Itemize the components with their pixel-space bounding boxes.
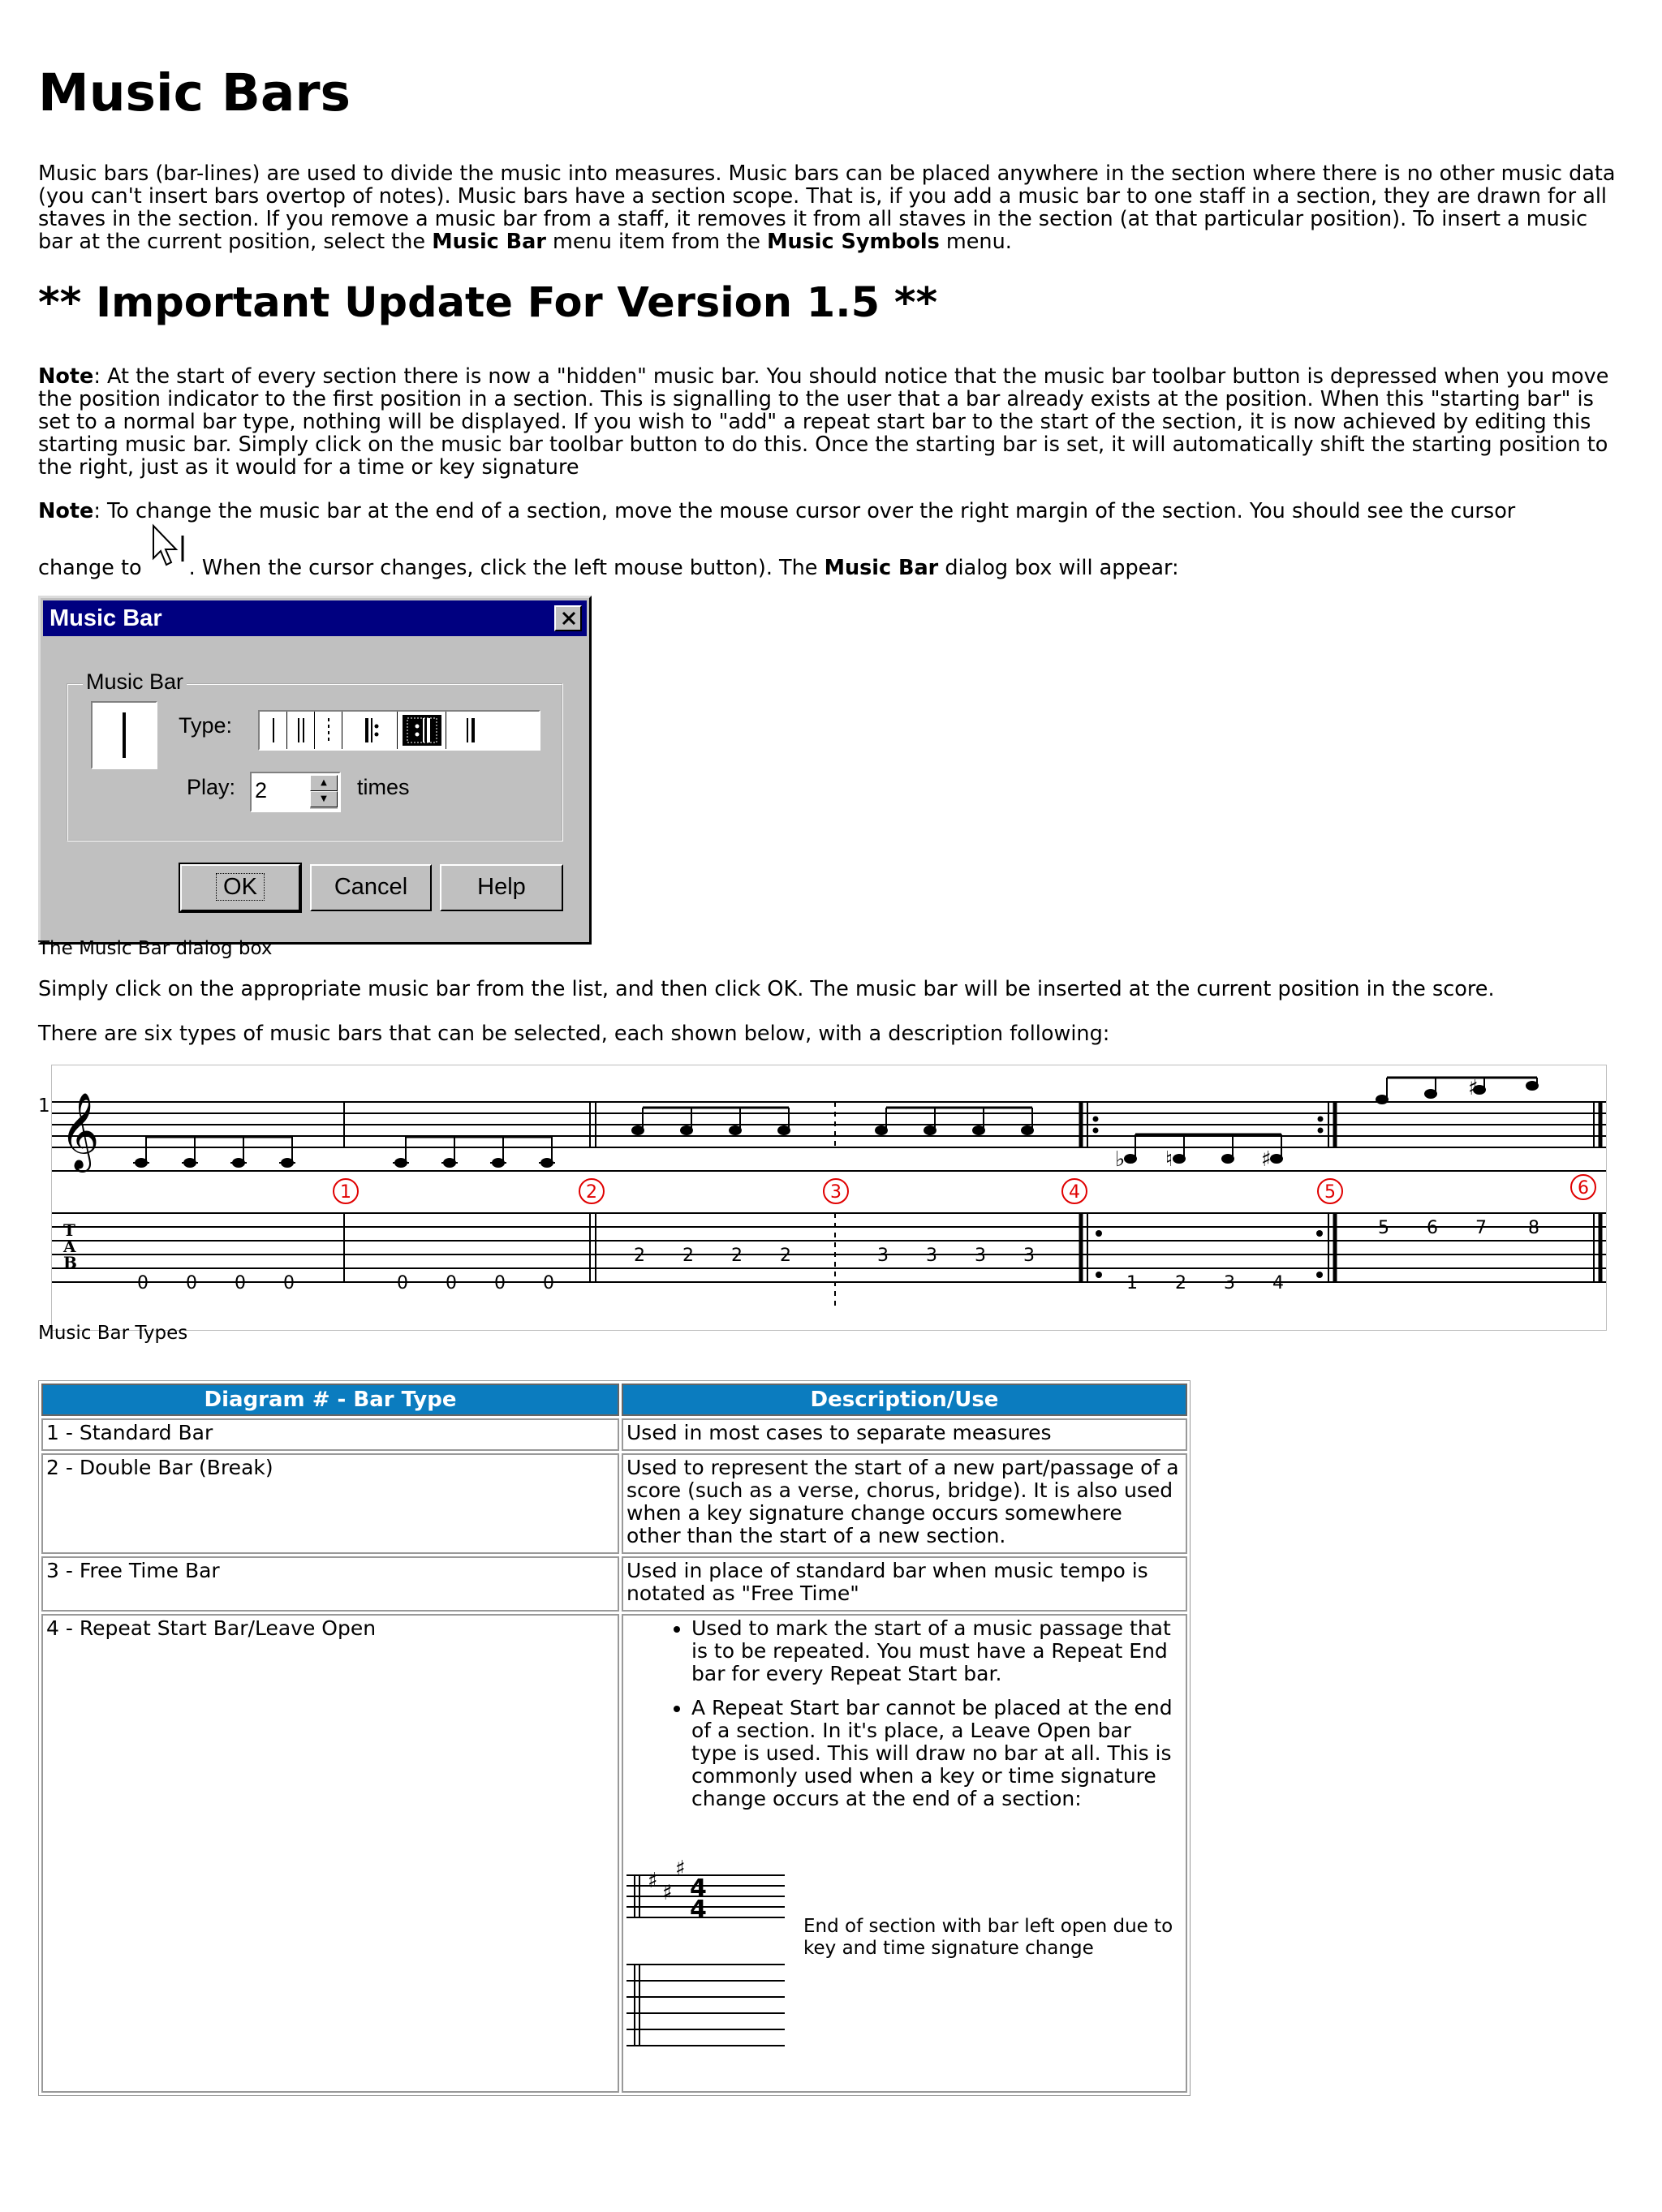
note-text: dialog box will appear: <box>938 556 1179 580</box>
intro-text: menu item from the <box>545 230 768 254</box>
figure-caption: End of section with bar left open due to key and time signature change <box>803 1916 1173 1959</box>
bar-type-repeat-end[interactable] <box>398 712 446 749</box>
tab-number: 4 <box>1272 1273 1284 1293</box>
tab-number: 3 <box>926 1246 937 1266</box>
tab-letter: B <box>63 1253 77 1272</box>
spin-down-button[interactable]: ▼ <box>310 791 338 807</box>
bar-marker: 1 <box>340 1182 351 1203</box>
intro-text: menu. <box>939 230 1012 254</box>
tab-number: 2 <box>682 1246 694 1266</box>
spin-buttons <box>310 775 338 809</box>
repeat-start-bar-icon <box>342 712 398 749</box>
tab-number: 1 <box>1126 1273 1138 1293</box>
score-notation <box>52 1065 1606 1330</box>
bar-types-table <box>38 1380 1191 2096</box>
table-row <box>41 1556 1187 1612</box>
tab-number: 0 <box>235 1273 246 1293</box>
end-bar-icon <box>446 712 495 749</box>
column-header-description: Description/Use <box>622 1384 1187 1416</box>
note-text: . When the cursor changes, click the left mouse button). The <box>188 556 825 580</box>
note-text: : To change the music bar at the end of a section, move the mouse cursor over the right margin of the section. You should see the cursor <box>93 499 1516 523</box>
bar-type-cell: 4 - Repeat Start Bar/Leave Open <box>41 1614 619 2093</box>
svg-text:♮: ♮ <box>1165 1147 1173 1172</box>
spin-up-button[interactable]: ▲ <box>310 775 338 791</box>
close-button[interactable] <box>554 605 582 631</box>
bar-preview <box>91 701 157 769</box>
dialog-title-bar[interactable] <box>43 600 587 636</box>
page-title: Music Bars <box>38 63 351 123</box>
table-header-row <box>41 1384 1187 1416</box>
resize-cursor-icon <box>149 552 189 575</box>
list-item: • Used to mark the start of a music passage that is to be repeated. You must have a Repeat End bar for every Repeat Start bar. <box>691 1617 1182 1685</box>
bar-type-double[interactable] <box>287 712 315 749</box>
tab-measure-1 <box>137 1273 295 1293</box>
tab-number: 5 <box>1378 1218 1389 1238</box>
click-paragraph: Simply click on the appropriate music bar from the list, and then click OK. The music bar will be inserted at the current position in the score. <box>38 977 1495 1001</box>
tab-number: 3 <box>1023 1246 1035 1266</box>
time-signature-bottom: 4 <box>690 1896 707 1924</box>
free-time-bar-icon <box>315 712 342 749</box>
cancel-label: Cancel <box>334 874 408 900</box>
description-cell: Used in place of standard bar when music tempo is notated as "Free Time" <box>622 1556 1187 1612</box>
tab-number: 2 <box>1175 1273 1186 1293</box>
double-bar-icon <box>287 712 315 749</box>
svg-text:♯: ♯ <box>1468 1076 1479 1100</box>
bar-type-free-time[interactable] <box>315 712 342 749</box>
table-row <box>41 1418 1187 1451</box>
tab-measure-6 <box>1378 1218 1539 1238</box>
tab-number: 7 <box>1475 1218 1487 1238</box>
svg-text:♯: ♯ <box>662 1881 673 1905</box>
table-row <box>41 1614 1187 2093</box>
list-item: • A Repeat Start bar cannot be placed at the end of a section. In it's place, a Leave Open bar type is used. This will draw no bar at all. This is commonly used when a key or time signature change occurs at the end of a section: <box>691 1697 1182 1810</box>
tab-number: 0 <box>137 1273 149 1293</box>
bar-type-cell: 2 - Double Bar (Break) <box>41 1453 619 1554</box>
tab-letter: A <box>63 1237 76 1256</box>
svg-text:♯: ♯ <box>1261 1147 1272 1172</box>
time-signature-top: 4 <box>690 1874 707 1903</box>
bar-type-cell: 1 - Standard Bar <box>41 1418 619 1451</box>
description-cell <box>622 1614 1187 2093</box>
group-label: Music Bar <box>83 669 187 695</box>
tab-number: 0 <box>494 1273 506 1293</box>
times-label: times <box>357 775 410 799</box>
svg-text:♯: ♯ <box>675 1857 686 1881</box>
ok-label: OK <box>216 873 265 901</box>
bar-marker: 3 <box>830 1182 842 1203</box>
types-paragraph: There are six types of music bars that can be selected, each shown below, with a description following: <box>38 1022 1110 1046</box>
tab-measure-4 <box>877 1246 1035 1266</box>
tab-number: 2 <box>731 1246 743 1266</box>
standard-bar-icon <box>260 712 287 749</box>
update-heading: ** Important Update For Version 1.5 ** <box>38 279 938 327</box>
tab-number: 3 <box>975 1246 986 1266</box>
tab-measure-5 <box>1126 1273 1284 1293</box>
leave-open-figure <box>626 1843 1182 2086</box>
tab-number: 3 <box>1224 1273 1235 1293</box>
description-cell: Used to represent the start of a new part/passage of a score (such as a verse, chorus, bridge). It is also used when a key signature change occurs somewhere other than the start of a new section. <box>622 1453 1187 1554</box>
bar-type-repeat-start[interactable] <box>342 712 398 749</box>
bar-marker: 4 <box>1069 1182 1080 1203</box>
play-count-input[interactable] <box>255 778 304 803</box>
table-row <box>41 1453 1187 1554</box>
note-paragraph-2-cont <box>38 552 1621 579</box>
note-text: change to <box>38 556 149 580</box>
dialog-caption: The Music Bar dialog box <box>38 938 273 959</box>
note-text: : At the start of every section there is now a "hidden" music bar. You should notice that the music bar toolbar button is depressed when you move the position indicator to the first position in a section. This is signalling to the user that a bar already exists at the position. When this "starting bar" is set to a normal bar type, nothing will be displayed. If you wish to "add" a repeat start bar to the start of the section, it is now achieved by editing this starting music bar. Simply click on the music bar toolbar button to do this. Once the starting bar is set, it will automatically shift the starting position to the right, just as it would for a time or key signature <box>38 364 1609 480</box>
tab-number: 3 <box>877 1246 889 1266</box>
bar-marker: 5 <box>1324 1182 1336 1203</box>
intro-paragraph <box>38 162 1621 253</box>
ok-button[interactable] <box>180 864 300 911</box>
bar-type-end[interactable] <box>446 712 495 749</box>
svg-text:♯: ♯ <box>648 1869 658 1893</box>
note-label: Note <box>38 364 94 389</box>
tab-number: 0 <box>397 1273 408 1293</box>
tab-number: 8 <box>1528 1218 1539 1238</box>
bar-type-cell: 3 - Free Time Bar <box>41 1556 619 1612</box>
help-label: Help <box>477 874 526 900</box>
type-label: Type: <box>179 713 233 738</box>
music-bar-dialog <box>38 596 592 945</box>
note-label: Note <box>38 499 94 523</box>
treble-clef-icon: 𝄞 <box>60 1092 100 1169</box>
repeat-end-bar-icon <box>398 712 446 749</box>
bar-marker: 2 <box>586 1182 597 1203</box>
bar-type-selector <box>258 710 540 751</box>
intro-bold-music-symbols: Music Symbols <box>767 230 940 254</box>
note-paragraph-2 <box>38 500 1621 523</box>
tab-measure-3 <box>634 1246 791 1266</box>
staff-number: 1 <box>38 1095 50 1117</box>
tab-letter: T <box>63 1220 75 1240</box>
play-count-stepper <box>250 772 341 812</box>
svg-text:♭: ♭ <box>1115 1147 1126 1172</box>
tab-number: 0 <box>543 1273 554 1293</box>
note-paragraph-1 <box>38 365 1621 479</box>
tab-number: 2 <box>780 1246 791 1266</box>
leave-open-staff <box>626 1843 789 2086</box>
tab-number: 0 <box>283 1273 295 1293</box>
description-list <box>626 1617 1182 1810</box>
note-bold-music-bar: Music Bar <box>824 556 939 580</box>
bar-type-standard[interactable] <box>260 712 287 749</box>
bar-marker: 6 <box>1578 1178 1589 1199</box>
tab-number: 0 <box>446 1273 457 1293</box>
cancel-button[interactable] <box>310 864 432 911</box>
help-button[interactable] <box>440 864 563 911</box>
description-cell: Used in most cases to separate measures <box>622 1418 1187 1451</box>
dialog-title: Music Bar <box>50 605 162 631</box>
score-caption: Music Bar Types <box>38 1323 188 1344</box>
close-icon <box>561 610 577 626</box>
tab-measure-2 <box>397 1273 554 1293</box>
tab-number: 6 <box>1427 1218 1438 1238</box>
intro-text: Music bars (bar-lines) are used to divide the music into measures. Music bars can be placed anywhere in the section where there is no other music data (you can't insert bars overtop of notes). Music bars have a section scope. That is, if you add a music bar to one staff in a section, they are drawn for all staves in the section. If you remove a music bar from a staff, it removes it from all staves in the section (at that particular position). To insert a music bar at the current position, select the <box>38 161 1616 254</box>
tab-number: 2 <box>634 1246 645 1266</box>
intro-bold-music-bar: Music Bar <box>432 230 546 254</box>
play-label: Play: <box>187 775 236 799</box>
tab-number: 0 <box>186 1273 197 1293</box>
column-header-type: Diagram # - Bar Type <box>41 1384 619 1416</box>
music-bar-types-score <box>51 1065 1607 1331</box>
